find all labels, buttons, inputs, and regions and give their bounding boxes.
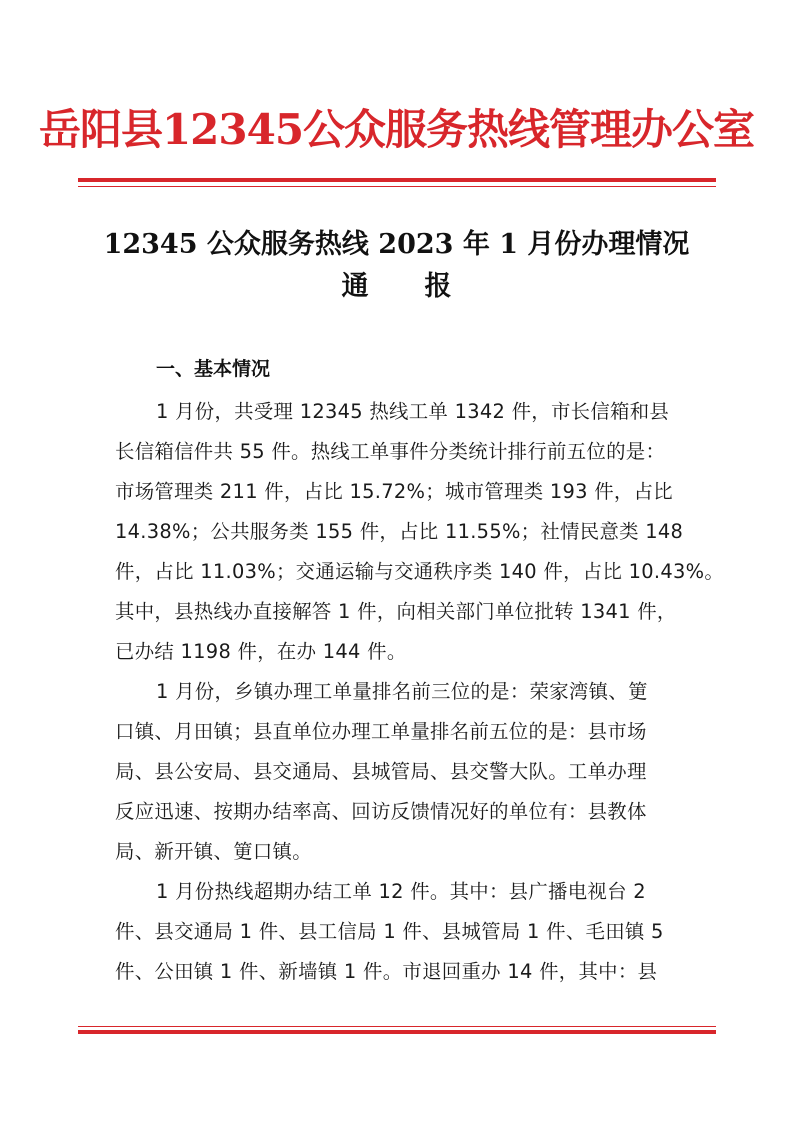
text-line: 1 月份，乡镇办理工单量排名前三位的是：荣家湾镇、筻 [156, 680, 648, 703]
text-line: 其中，县热线办直接解答 1 件，向相关部门单位批转 1341 件， [115, 600, 677, 623]
text-line: 14.38%；公共服务类 155 件，占比 11.55%；社情民意类 148 [115, 520, 684, 543]
text-line: 已办结 1198 件，在办 144 件。 [115, 640, 407, 663]
text-line: 口镇、月田镇；县直单位办理工单量排名前五位的是：县市场 [115, 720, 647, 743]
text-line: 1 月份，共受理 12345 热线工单 1342 件，市长信箱和县 [156, 400, 670, 423]
header-rule-thick [78, 178, 716, 182]
text-line: 局、县公安局、县交通局、县城管局、县交警大队。工单办理 [115, 760, 647, 783]
section-heading: 一、基本情况 [156, 358, 271, 380]
text-line: 件，占比 11.03%；交通运输与交通秩序类 140 件，占比 10.43%。 [115, 560, 725, 583]
header-rule-thin [78, 186, 716, 187]
org-header: 岳阳县12345公众服务热线管理办公室 [38, 105, 755, 154]
footer-rule-thin [78, 1026, 716, 1027]
document-title: 12345 公众服务热线 2023 年 1 月份办理情况 [103, 229, 690, 260]
paragraph-summary [115, 392, 725, 672]
document-title-line2: 通报 [341, 271, 508, 302]
footer-rule-thick [78, 1030, 716, 1034]
text-line: 反应迅速、按期办结率高、回访反馈情况好的单位有：县教体 [115, 800, 647, 823]
text-line: 件、公田镇 1 件、新墙镇 1 件。市退回重办 14 件，其中：县 [115, 960, 658, 983]
text-line: 长信箱信件共 55 件。热线工单事件分类统计排行前五位的是： [115, 440, 666, 463]
text-line: 局、新开镇、筻口镇。 [115, 840, 312, 863]
text-line: 1 月份热线超期办结工单 12 件。其中：县广播电视台 2 [156, 880, 646, 903]
paragraph-overdue [115, 872, 690, 992]
text-line: 市场管理类 211 件，占比 15.72%；城市管理类 193 件，占比 [115, 480, 673, 503]
paragraph-rankings [115, 672, 690, 872]
text-line: 件、县交通局 1 件、县工信局 1 件、县城管局 1 件、毛田镇 5 [115, 920, 664, 943]
